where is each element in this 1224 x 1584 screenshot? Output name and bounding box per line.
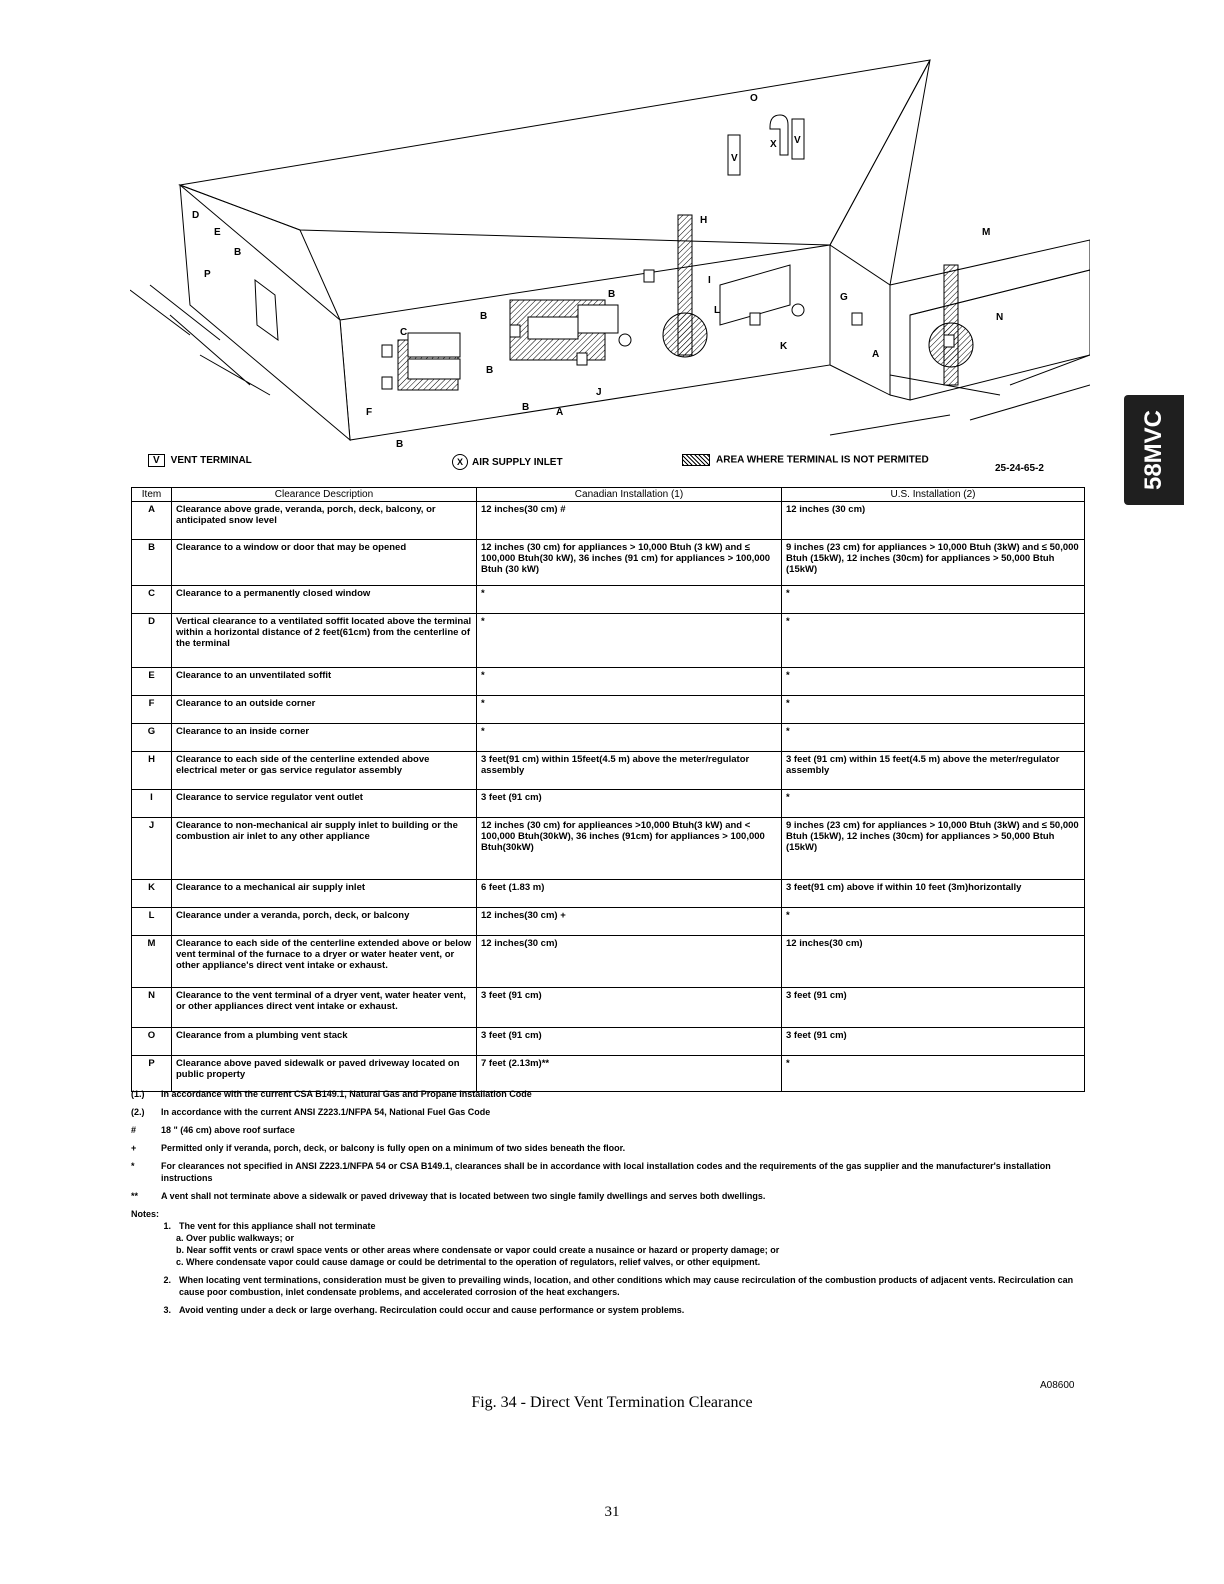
table-row [132,614,1085,668]
table-row [132,790,1085,818]
canadian-cell: * [477,668,782,696]
description-cell: Clearance to the vent terminal of a dryer vent, water heater vent, or other appliances direct vent intake or exhaust. [172,988,477,1028]
us-cell: 3 feet (91 cm) [782,1028,1085,1056]
label-b3: B [480,311,488,322]
section-tab [1124,395,1184,505]
table-row [132,936,1085,988]
clearance-table [131,487,1085,1092]
label-b2: B [396,439,404,450]
note-1c: c. Where condensate vapor could cause damage or could be detrimental to the operation of regulators, relief valves, or other equipment. [176,1257,761,1267]
description-cell: Clearance to non-mechanical air supply inlet to building or the combustion air inlet to any other appliance [172,818,477,880]
page-number: 31 [604,1504,620,1520]
footnote: * For clearances not specified in ANSI Z223.1/NFPA 54 or CSA B149.1, clearances shall be in accordance with local installation codes and the requirements of the gas supplier and the manufacturer's installation instructions [131,1161,1051,1183]
canadian-cell: 7 feet (2.13m)** [477,1056,782,1092]
label-b6: B [608,289,616,300]
table-header-row [132,488,1085,502]
us-cell: * [782,908,1085,936]
table-row [132,1028,1085,1056]
label-e: E [214,227,221,238]
us-cell: * [782,790,1085,818]
label-b4: B [486,365,494,376]
legend-air-label: AIR SUPPLY INLET [472,457,563,468]
us-cell: 3 feet(91 cm) above if within 10 feet (3m)horizontally [782,880,1085,908]
label-d: D [192,210,200,221]
footnote: # 18 " (46 cm) above roof surface [131,1125,295,1135]
footnote: + Permitted only if veranda, porch, deck, or balcony is fully open on a minimum of two sides beneath the floor. [131,1143,626,1153]
item-cell: B [132,540,172,586]
table-row [132,586,1085,614]
description-cell: Clearance under a veranda, porch, deck, or balcony [172,908,477,936]
note-1a: a. Over public walkways; or [176,1233,295,1243]
description-cell: Clearance to an inside corner [172,724,477,752]
table-row [132,1056,1085,1092]
figure-legend [130,448,1090,472]
canadian-cell: 12 inches(30 cm) # [477,502,782,540]
table-row [132,724,1085,752]
description-cell: Clearance above paved sidewalk or paved driveway located on public property [172,1056,477,1092]
legend-vent [148,454,252,467]
note-1b: b. Near soffit vents or crawl space vents or other areas where condensate or vapor could create a nusaince or hazard or property damage; or [176,1245,780,1255]
canadian-cell: 12 inches(30 cm) + [477,908,782,936]
item-cell: H [132,752,172,790]
legend-air [452,454,563,470]
label-m: M [982,227,991,238]
item-cell: F [132,696,172,724]
item-cell: D [132,614,172,668]
air-supply-inlet-icon: X [452,454,468,470]
us-cell: * [782,614,1085,668]
footnote: ** A vent shall not terminate above a sidewalk or paved driveway that is located between two single family dwellings and serves both dwellings. [131,1191,766,1201]
item-cell: E [132,668,172,696]
label-o: O [750,93,758,104]
note-3: 3. Avoid venting under a deck or large overhang. Recirculation could occur and cause performance or system problems. [163,1305,685,1315]
item-cell: P [132,1056,172,1092]
label-v1: V [731,153,738,164]
label-c: C [400,327,408,338]
description-cell: Clearance to an unventilated soffit [172,668,477,696]
us-cell: * [782,696,1085,724]
label-n: N [996,312,1004,323]
description-cell: Vertical clearance to a ventilated soffit located above the terminal within a horizontal distance of 2 feet(61cm) from the centerline of the terminal [172,614,477,668]
description-cell: Clearance to a mechanical air supply inlet [172,880,477,908]
description-cell: Clearance to service regulator vent outlet [172,790,477,818]
canadian-cell: 12 inches (30 cm) for appliances > 10,000 Btuh (3 kW) and ≤ 100,000 Btuh(30 kW), 36 inches (91 cm) for appliances > 100,000 Btuh (30 kW) [477,540,782,586]
header-item: Item [132,488,172,502]
us-cell: 12 inches(30 cm) [782,936,1085,988]
us-cell: 3 feet (91 cm) [782,988,1085,1028]
us-cell: 3 feet (91 cm) within 15 feet(4.5 m) above the meter/regulator assembly [782,752,1085,790]
description-cell: Clearance to an outside corner [172,696,477,724]
hatched-area-icon [682,454,710,466]
legend-area [682,454,929,466]
label-g: G [840,292,848,303]
us-cell: 9 inches (23 cm) for appliances > 10,000 Btuh (3kW) and ≤ 50,000 Btuh (15kW), 12 inches (30cm) for appliances > 50,000 Btuh (15kW) [782,818,1085,880]
description-cell: Clearance to a permanently closed window [172,586,477,614]
canadian-cell: 12 inches(30 cm) [477,936,782,988]
figure-caption: Fig. 34 - Direct Vent Termination Clearance [471,1394,753,1411]
canadian-cell: 3 feet(91 cm) within 15feet(4.5 m) above the meter/regulator assembly [477,752,782,790]
table-row [132,502,1085,540]
canadian-cell: * [477,586,782,614]
label-l: L [714,305,721,316]
table-row [132,818,1085,880]
description-cell: Clearance from a plumbing vent stack [172,1028,477,1056]
house-clearance-diagram [130,55,1090,480]
note-1: 1. The vent for this appliance shall not terminate [163,1221,376,1231]
legend-area-label: AREA WHERE TERMINAL IS NOT PERMITED [716,454,929,466]
canadian-cell: 6 feet (1.83 m) [477,880,782,908]
canadian-cell: * [477,614,782,668]
item-cell: O [132,1028,172,1056]
label-h: H [700,215,708,226]
item-cell: N [132,988,172,1028]
label-p: P [204,269,211,280]
item-cell: L [132,908,172,936]
label-k: K [780,341,788,352]
canadian-cell: 3 feet (91 cm) [477,1028,782,1056]
label-j: J [596,387,602,398]
table-row [132,752,1085,790]
section-tab-label: 58MVC [1140,409,1167,491]
figure-code: 25-24-65-2 [995,463,1044,474]
item-cell: C [132,586,172,614]
description-cell: Clearance to each side of the centerline extended above electrical meter or gas service regulator assembly [172,752,477,790]
header-canadian: Canadian Installation (1) [477,488,782,502]
canadian-cell: * [477,724,782,752]
us-cell: * [782,1056,1085,1092]
footnote: (1.) In accordance with the current CSA B149.1, Natural Gas and Propane Installation Code [131,1089,532,1099]
description-cell: Clearance above grade, veranda, porch, deck, balcony, or anticipated snow level [172,502,477,540]
label-b5: B [522,402,530,413]
label-b1: B [234,247,242,258]
description-cell: Clearance to each side of the centerline extended above or below vent terminal of the furnace to a dryer or water heater vent, or other appliance's direct vent intake or exhaust. [172,936,477,988]
table-row [132,988,1085,1028]
us-cell: * [782,586,1085,614]
label-x1: X [770,139,777,150]
vent-terminal-icon: V [148,454,165,467]
canadian-cell: 3 feet (91 cm) [477,988,782,1028]
label-a2: A [872,349,880,360]
item-cell: A [132,502,172,540]
legend-vent-label: VENT TERMINAL [170,455,252,466]
footnote: (2.) In accordance with the current ANSI Z223.1/NFPA 54, National Fuel Gas Code [131,1107,491,1117]
canadian-cell: * [477,696,782,724]
table-row [132,696,1085,724]
footnotes-and-notes [131,1088,1091,1316]
label-v2: V [794,135,801,146]
us-cell: * [782,724,1085,752]
us-cell: * [782,668,1085,696]
item-cell: I [132,790,172,818]
description-cell: Clearance to a window or door that may be opened [172,540,477,586]
label-f: F [366,407,373,418]
notes-heading: Notes: [131,1209,160,1219]
label-a1: A [556,407,564,418]
table-row [132,908,1085,936]
figure-id: A08600 [1040,1380,1075,1391]
table-row [132,540,1085,586]
table-row [132,668,1085,696]
canadian-cell: 12 inches (30 cm) for applieances >10,000 Btuh(3 kW) and < 100,000 Btuh(30kW), 36 inches (91cm) for appliances > 100,000 Btuh(30kW) [477,818,782,880]
item-cell: G [132,724,172,752]
table-row [132,880,1085,908]
item-cell: K [132,880,172,908]
header-description: Clearance Description [172,488,477,502]
item-cell: M [132,936,172,988]
note-2: 2. When locating vent terminations, consideration must be given to prevailing winds, location, and other conditions which may cause recirculation of the combustion products of adjacent vents. Recirculation can cause poor combustion, inlet condensate problems, and accelerated corrosion of the heat exchangers. [163,1275,1074,1297]
us-cell: 12 inches (30 cm) [782,502,1085,540]
item-cell: J [132,818,172,880]
label-i: I [708,275,711,286]
canadian-cell: 3 feet (91 cm) [477,790,782,818]
us-cell: 9 inches (23 cm) for appliances > 10,000 Btuh (3kW) and ≤ 50,000 Btuh (15kW), 12 inches (30cm) for appliances > 50,000 Btuh (15kW) [782,540,1085,586]
header-us: U.S. Installation (2) [782,488,1085,502]
